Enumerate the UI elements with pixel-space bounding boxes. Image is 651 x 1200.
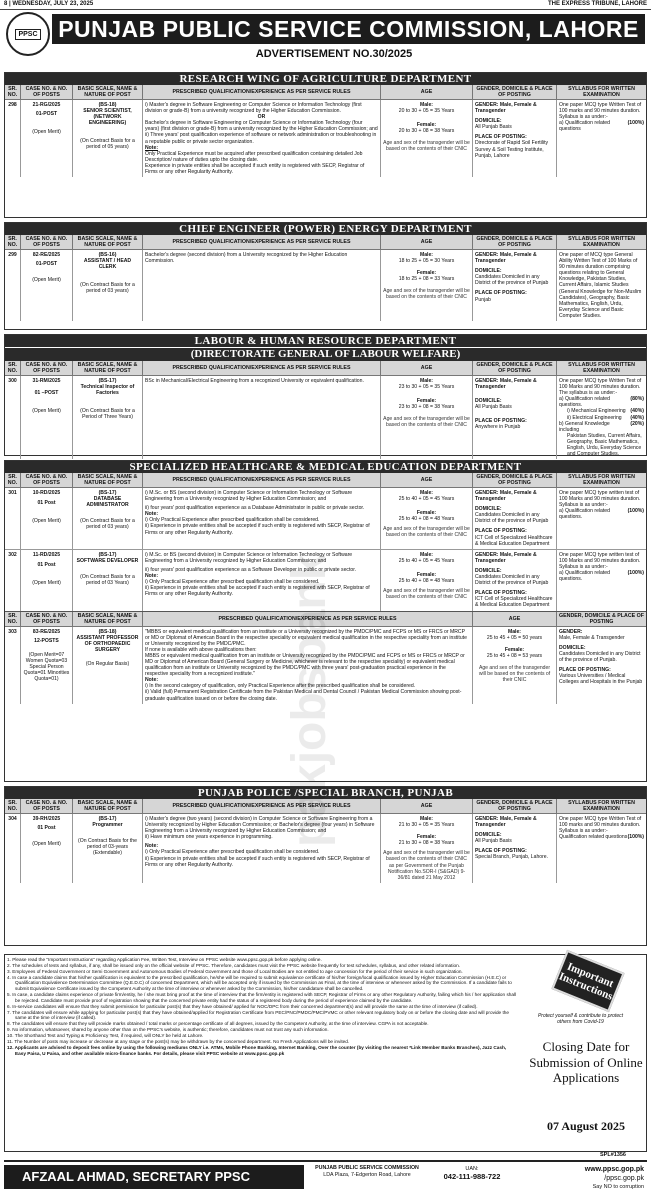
section-energy	[4, 222, 647, 330]
instruction-item: 9. No information, whatsoever, shared by anyone other than on the PPSC's website, is authentic; therefore, candidates must not trust any such information.	[7, 1027, 329, 1033]
col-gender: GENDER, DOMICILE & PLACE OF POSTING	[473, 799, 557, 814]
qual-cell: i) M.Sc. or BS (second division) in Computer Science or Information Technology or Software Engineering from a University recognized by Higher Education Commission; and ii) four years' post qualification experience as a Software Developer in public or private sector. Note: i) Only Practical Experience after prescribed qualification shall be considered. ii) Experience in private entities shall be accepted if such entity is registered with SECP, Registrar of Firms or any other Regularity Authority.	[143, 549, 381, 611]
case-cell: 31-RM/2025 01 –POST (Open Merit)	[21, 376, 73, 459]
age-cell: Male: 25 to 40 + 05 = 45 Years Female: 25 to 40 + 08 = 48 Years Age and sex of the transgender will be based on the contents of their CNIC	[381, 488, 473, 549]
row-303	[5, 611, 646, 704]
newspaper-header	[0, 0, 651, 10]
case-cell: 10-RD/2025 01 Post (Open Merit)	[21, 488, 73, 549]
syllabus-cell: One paper MCQ type Written Test of 100 Marks and 90 minutes duration. The syllabus is as under:- (80%) a) Qualification related questions. (40%) i) Mechanical Engineering (40%) ii) Electrical Engineering (20%) b) General Knowledge including Pakistan Studies, Current Affairs, Geography, Basic Mathematics, English, Urdu, Everyday Science and Computer Studies.	[559, 378, 644, 458]
qual-cell: i) M.Sc. or BS (second division) in Computer Science or Information Technology or Software Engineering from a University recognized by Higher Education Commission; and ii) four years' post qualification experience as a Database Administrator in public or private sector. Note: i) Only Practical Experience after prescribed qualification shall be considered. ii) Experience in private entities shall be accepted if such entity is registered with SECP, Registrar of Firms or any other Regularity Authority.	[143, 488, 381, 549]
col-basic: BASIC SCALE, NAME & NATURE OF POST	[73, 235, 143, 250]
important-instructions-stamp: Important Instructions	[551, 950, 624, 1012]
uan: UAN: 042-111-988-722	[443, 1166, 501, 1181]
qual-cell: BSc in Mechanical/Electrical Engineering from a recognized University or equivalent qualification.	[143, 376, 381, 459]
instruction-item: 11. The Number of posts may increase or decrease at any stage or the post(s) may be withdrawn by the concerned department. No Fresh Applications will be invited.	[7, 1038, 350, 1044]
footer	[4, 1160, 647, 1196]
col-sr: SR. NO.	[5, 473, 21, 488]
syllabus-cell: One paper MCQ type written test of 100 Marks and 90 minutes duration. Syllabus is as under:- (100%) a) Qualification related questions.	[559, 490, 644, 521]
instruction-item: 12. Applicants are advised to deposit fees online by using the following mediums ONLY i.e. ATMs, Mobile Phone Banking, Internet Banking, Over the counter (by visiting the nearest *Link Member Banks Branches), Jazz Cash, Easy Paisa, U Paisa, and other available micro-finance banks. For details, please visit PPSC website at www.ppsc.gop.pk	[7, 1044, 507, 1056]
instruction-item: 3. Employees of Federal Government or Semi Government and Autonomous Bodies of Federal Government and those of Local Bodies are not entitled to age concession for the period of their service in such organization.	[7, 968, 463, 974]
sr-no: 302	[5, 549, 21, 611]
instruction-item: 1. Please read the "Important Instructions" regarding Application Fee, Written Test, Interview on PPSC website www.ppsc.gop.pk before applying online.	[7, 957, 322, 962]
section-healthcare	[4, 460, 647, 782]
gender-cell: GENDER: Male, Female & Transgender DOMICILE: Candidates Domiciled in any District of the province of Punjab PLACE OF POSTING: ICT Cell of Specialized Healthcare & Medical Education Department	[473, 549, 557, 611]
col-qual: PRESCRIBED QUALIFICATION/EXPERIENCE AS PER SERVICE RULES	[143, 361, 381, 376]
qual-cell: "MBBS or equivalent medical qualification from an institute or a University recognized by the PMDC/PMC and FCPS or MS or FRCS or MRCP or MD or Diplomat of American Board in the respective speciality or equivalent medical qualification in the respective speciality from an institute or University recognized by the PMDC/PMC. If none is available with above qualifications then: MBBS or equivalent medical qualification from an institute or University recognized by the PMDC/PMC and FCPS or MS or FRCS or MRCP or MD or Diplomat of American Board (General Surgery or Medicine, whichever is relevant to the respective speciality) or equivalent medical qualification from an institute or University recognized by the PMDC/PMC with three years' post-graduation practical experience in the respective speciality from a recognized institute." Note: i) In the second category of qualification, only Practical Experience after the prescribed qualification shall be considered. ii) Valid (full) Permanent Registration Certificate from the Pakistan Medical and Dental Council / Pakistan Medical Commission showing post-graduate qualification issued on or before the closing date.	[143, 627, 473, 704]
watermark: pakjobsbank	[283, 553, 336, 847]
section-title: RESEARCH WING OF AGRICULTURE DEPARTMENT	[5, 73, 646, 85]
instruction-item: 10. The Shorthand Test and Typing & Proficiency Test, if required, will ONLY be held at Lahore.	[7, 1032, 204, 1038]
col-age: AGE	[381, 235, 473, 250]
age-cell: Male: 25 to 45 + 05 = 50 years Female: 25 to 45 + 08 = 53 years Age and sex of the transgender will be based on the contents of their CNIC	[473, 627, 557, 704]
col-gender: GENDER, DOMICILE & PLACE OF POSTING	[473, 85, 557, 100]
col-age: AGE	[381, 799, 473, 814]
age-cell: Male: 18 to 25 + 05 = 30 Years Female: 18 to 25 + 08 = 33 Years Age and sex of the transgender will be based on the contents of their CNIC	[381, 250, 473, 321]
col-case: CASE NO. & NO. OF POSTS	[21, 799, 73, 814]
col-case: CASE NO. & NO. OF POSTS	[21, 361, 73, 376]
col-basic: BASIC SCALE, NAME & NATURE OF POST	[73, 85, 143, 100]
case-cell: 11-RD/2025 01 Post (Open Merit)	[21, 549, 73, 611]
section-title: LABOUR & HUMAN RESOURCE DEPARTMENT	[5, 335, 646, 347]
col-syllabus: SYLLABUS FOR WRITTEN EXAMINATION	[557, 361, 646, 376]
col-sr: SR. NO.	[5, 361, 21, 376]
gender-cell: GENDER: Male, Female & Transgender DOMICILE: Candidates Domiciled in any District of the province of Punjab PLACE OF POSTING: ICT Cell of Specialized Healthcare & Medical Education Department	[473, 488, 557, 549]
instruction-item: 2. The schedules of tests and syllabus, if any, shall be issued only on the official website of PPSC. Therefore, candidates must visit the PPSC website frequently for test schedules, syllabus, and other related information.	[7, 962, 461, 968]
col-sr: SR. NO.	[5, 612, 21, 627]
col-age: AGE	[381, 85, 473, 100]
instruction-item: 8. The candidates will ensure that they will provide marks obtained / total marks or percentage certificate of all degrees, issued by the Competent Authority, at the time of interview. CGPA is not acceptable.	[7, 1021, 429, 1027]
col-gender: GENDER, DOMICILE & PLACE OF POSTING	[558, 612, 645, 625]
instructions-list	[7, 957, 517, 1056]
syllabus-cell: One paper MCQ type Written Test of 100 marks and 90 minutes duration. Syllabus is as under:- (100%) a) Qualification related questions	[559, 102, 644, 133]
age-cell: Male: 23 to 30 + 05 = 35 Years Female: 23 to 30 + 08 = 38 Years Age and sex of the transgender will be based on the contents of their CNIC	[381, 376, 473, 459]
covid-notice: Protect yourself & contribute to protect others from Covid-19	[537, 1013, 624, 1025]
advert-header	[4, 12, 647, 70]
post-cell: (BS-18) SENIOR SCIENTIST, (NETWORK ENGINEERING) (On Contract Basis for a period of 05 years)	[73, 100, 143, 177]
post-cell: (BS-18) ASSISTANT PROFESSOR OF ORTHOPAEDIC SURGERY (On Regular Basis)	[73, 627, 143, 704]
col-syllabus: SYLLABUS FOR WRITTEN EXAMINATION	[557, 473, 646, 488]
col-sr: SR. NO.	[5, 799, 21, 814]
section-agriculture	[4, 72, 647, 218]
post-cell: (BS-16) ASSISTANT / HEAD CLERK (On Contract Basis for a period of 03 years)	[73, 250, 143, 321]
col-qual: PRESCRIBED QUALIFICATION/EXPERIENCE AS PER SERVICE RULES	[143, 235, 381, 250]
col-case: CASE NO. & NO. OF POSTS	[21, 612, 73, 627]
spl-number: SPL#1356	[600, 1152, 626, 1158]
col-gender: GENDER, DOMICILE & PLACE OF POSTING	[473, 473, 557, 488]
sr-no: 301	[5, 488, 21, 549]
age-cell: Male: 20 to 30 + 05 = 35 Years Female: 20 to 30 + 08 = 38 Years Age and sex of the transgender will be based on the contents of their CNIC	[381, 100, 473, 177]
qual-cell: i) Master's degree (two years) (second division) in Computer Science or Software Engineering from a University recognized by Higher Education Commission; or Bachelor's degree (four years) in Software Engineering from a University recognized by Higher Education Commission; and ii) Have minimum one years experience in programming. Note: i) Only Practical Experience after prescribed qualification shall be considered. ii) Experience in private entities shall be accepted if such entity is registered with SECP, Registrar of Firms or any other Regularity Authority.	[143, 814, 381, 883]
syllabus-cell: One paper MCQ type Written Test of 100 marks and 90 minutes duration. Syllabus is as under:- (100%) Qualification related questions	[559, 816, 644, 841]
closing-date-label: Closing Date for Submission of Online Applications	[529, 1039, 643, 1085]
case-cell: 82-RE/2025 01-POST (Open Merit)	[21, 250, 73, 321]
col-syllabus: SYLLABUS FOR WRITTEN EXAMINATION	[557, 235, 646, 250]
ppsc-emblem-icon: PPSC	[6, 12, 50, 56]
org-title: PUNJAB PUBLIC SERVICE COMMISSION, LAHORE	[52, 14, 645, 44]
gender-cell: GENDER: Male, Female & Transgender DOMICILE: Candidates Domiciled in any District of the province of Punjab. PLACE OF POSTING: Various Universities / Medical Colleges and Hospitals in the Punjab	[559, 628, 643, 686]
qual-cell: i) Master's degree in Software Engineering or Computer Science or Information Technology (first division or grade-B) from a university recognized by the Higher Education Commission. OR Bachelor's degree in Software Engineering or Computer Science or Information Technology (four years) (first division or grade-B) from a university recognized by the Higher Education Commission; and ii) Three years' post qualification experience of software or network administration or troubleshooting in a reputable public or private sector organization. Note: Only Practical Experience must be acquired after prescribed qualification containing detailed Job Description/ nature of duties upto the closing date. Experience in private entities shall be accepted if such entity is registered with SECP, Registrar of Firms or any other Regularity Authority.	[143, 100, 381, 177]
newspaper-date: 8 | WEDNESDAY, JULY 23, 2025	[4, 1, 94, 7]
col-syllabus: SYLLABUS FOR WRITTEN EXAMINATION	[557, 85, 646, 100]
col-basic: BASIC SCALE, NAME & NATURE OF POST	[73, 473, 143, 488]
case-cell: 39-RH/2025 01 Post (Open Merit)	[21, 814, 73, 883]
col-sr: SR. NO.	[5, 85, 21, 100]
col-basic: BASIC SCALE, NAME & NATURE OF POST	[73, 361, 143, 376]
syllabus-cell: One paper of MCQ type General Ability Written Test of 100 Marks of 90 minutes duration comprising questions relating to General Knowledge, Pakistan Studies, Current Affairs, Islamic Studies (General Knowledge for Non-Muslim Candidates), Geography, Basic Mathematics, English, Urdu, Everyday Science and Basic Computer Studies.	[559, 252, 642, 319]
sr-no: 303	[5, 627, 21, 704]
age-cell: Male: 21 to 30 + 05 = 35 Years Female: 21 to 30 + 08 = 38 Years Age and sex of the transgender will be based on the contents of their CNIC as per Government of the Punjab Notification No.SOR-I (S&GAD) 9-36/81 dated 21 May 2012	[381, 814, 473, 883]
newspaper-title: THE EXPRESS TRIBUNE, LAHORE	[547, 1, 647, 7]
section-title: CHIEF ENGINEER (POWER) ENERGY DEPARTMENT	[5, 223, 646, 235]
col-basic: BASIC SCALE, NAME & NATURE OF POST	[73, 612, 143, 627]
col-case: CASE NO. & NO. OF POSTS	[21, 235, 73, 250]
section-title: PUNJAB POLICE /SPECIAL BRANCH, PUNJAB	[5, 787, 646, 799]
section-labour	[4, 334, 647, 456]
col-qual: PRESCRIBED QUALIFICATION/EXPERIENCE AS PER SERVICE RULES	[143, 799, 381, 814]
case-cell: 83-RE/2025 12-POSTS (Open Merit=07 Women Quota=03 Special Person Quota=01 Minorities Quota=01)	[21, 627, 73, 704]
sr-no: 299	[5, 250, 21, 321]
age-cell: Male: 25 to 40 + 05 = 45 Years Female: 25 to 40 + 08 = 48 Years Age and sex of the transgender will be based on the contents of their CNIC	[381, 549, 473, 611]
gender-cell: GENDER: Male, Female & Transgender DOMICILE: All Punjab Basis PLACE OF POSTING: Special Branch, Punjab, Lahore.	[473, 814, 557, 883]
sr-no: 298	[5, 100, 21, 177]
closing-date: 07 August 2025	[546, 1119, 626, 1133]
col-qual: PRESCRIBED QUALIFICATION/EXPERIENCE AS PER SERVICE RULES	[143, 473, 381, 488]
post-cell: (BS-17) Programmer (On Contract Basis for the period of 03-years (Extendable)	[73, 814, 143, 883]
qual-cell: Bachelor's degree (second division) from a University recognized by the Higher Education Commission.	[143, 250, 381, 321]
post-cell: (BS-17) DATABASE ADMINISTRATOR (On Contract Basis for a period of 03 years)	[73, 488, 143, 549]
col-age: AGE	[381, 473, 473, 488]
post-cell: (BS-17) Technical Inspector of Factories (On Contract Basis for a Period of Three Years)	[73, 376, 143, 459]
syllabus-cell: One paper MCQ type written test of 100 Marks and 90 minutes duration. Syllabus is as under:- (100%) a) Qualification related questions.	[557, 549, 646, 611]
sr-no: 300	[5, 376, 21, 459]
advertisement-number: ADVERTISEMENT NO.30/2025	[255, 48, 413, 60]
col-qual: PRESCRIBED QUALIFICATION/EXPERIENCE AS PER SERVICE RULES	[143, 85, 381, 100]
secretary-name: AFZAAL AHMAD, SECRETARY PPSC	[4, 1165, 304, 1189]
col-gender: GENDER, DOMICILE & PLACE OF POSTING	[473, 361, 557, 376]
section-title: SPECIALIZED HEALTHCARE & MEDICAL EDUCATION DEPARTMENT	[5, 461, 646, 473]
col-case: CASE NO. & NO. OF POSTS	[21, 473, 73, 488]
gender-cell: GENDER: Male, Female & Transgender DOMICILE: All Punjab Basis PLACE OF POSTING: Directorate of Rapid Soil Fertility Survey & Soil Testing Institute, Punjab, Lahore	[473, 100, 557, 177]
instruction-item: 6. In-service candidates will ensure that they submit permission for particular post(s) that they have obtained/ applied for NOC/DPC from their concerned department(s) and will provide the same at the time of interview (if called).	[7, 1003, 478, 1009]
instructions-box	[4, 954, 647, 1152]
case-cell: 21-RG/2025 01-POST (Open Merit)	[21, 100, 73, 177]
col-gender: GENDER, DOMICILE & PLACE OF POSTING	[473, 235, 557, 250]
gender-cell: GENDER: Male, Female & Transgender DOMICILE: Candidates Domiciled in any District of the province of Punjab PLACE OF POSTING: Punjab	[473, 250, 557, 321]
gender-cell: GENDER: Male, Female & Transgender DOMICILE: All Punjab Basis PLACE OF POSTING: Anywhere in Punjab	[473, 376, 557, 459]
col-sr: SR. NO.	[5, 235, 21, 250]
address: PUNJAB PUBLIC SERVICE COMMISSION LDA Plaza, 7-Edgerton Road, Lahore	[315, 1165, 419, 1178]
col-qual: PRESCRIBED QUALIFICATION/EXPERIENCE AS PER SERVICE RULES	[143, 612, 473, 627]
instruction-item: 4. In case a candidate claims that his/her qualification is equivalent to the prescribed qualification, he/she will be required to submit equivalence certificate of his/her foreign/local qualification issued by Higher Education Commission (H.E.C) or Qualification Equivalence Determination Committee (Q.E.D.C) of concerned Department, which will be accepted only if issued by the Commission as Final, at the time of interview or whenever asked by the Commission. If a candidate fails to submit Equivalence Certificate issued by the Competent Authority at the time of interview or whenever asked by the Commission, his/her candidature shall be cancelled.	[7, 974, 512, 992]
website-link[interactable]: www.ppsc.gop.pk /ppsc.gop.pk Say NO to corruption	[584, 1166, 644, 1190]
section-police	[4, 786, 647, 946]
col-syllabus: SYLLABUS FOR WRITTEN EXAMINATION	[557, 799, 646, 814]
section-subtitle: (DIRECTORATE GENERAL OF LABOUR WELFARE)	[5, 347, 646, 361]
post-cell: (BS-17) SOFTWARE DEVELOPER (On Contract Basis for a period of 03 Years)	[73, 549, 143, 611]
col-case: CASE NO. & NO. OF POSTS	[21, 85, 73, 100]
instruction-item: 5. In case, a candidate claims experience of private firm/entity, he / she must bring proof at the time of interview that the firm/entity is registered with SECP, Registrar of Firms or any other Regulatory Authority, failing which his / her application shall be rejected. Candidate must provide proof of registration showing that the concerned private entity had the status of a registered body during the period of experience claimed by the candidate.	[7, 992, 517, 1003]
col-basic: BASIC SCALE, NAME & NATURE OF POST	[73, 799, 143, 814]
col-age: AGE	[473, 612, 557, 627]
instruction-item: 7. The candidates will ensure while applying for particular post(s) that they have obtained/applied for Registration Certificate from PEC/PNC/PMDC/PMC/PVMC or other relevant regulatory body on or before the closing date and will provide the same at the time of interview (if called).	[7, 1009, 509, 1021]
sr-no: 304	[5, 814, 21, 883]
col-age: AGE	[381, 361, 473, 376]
